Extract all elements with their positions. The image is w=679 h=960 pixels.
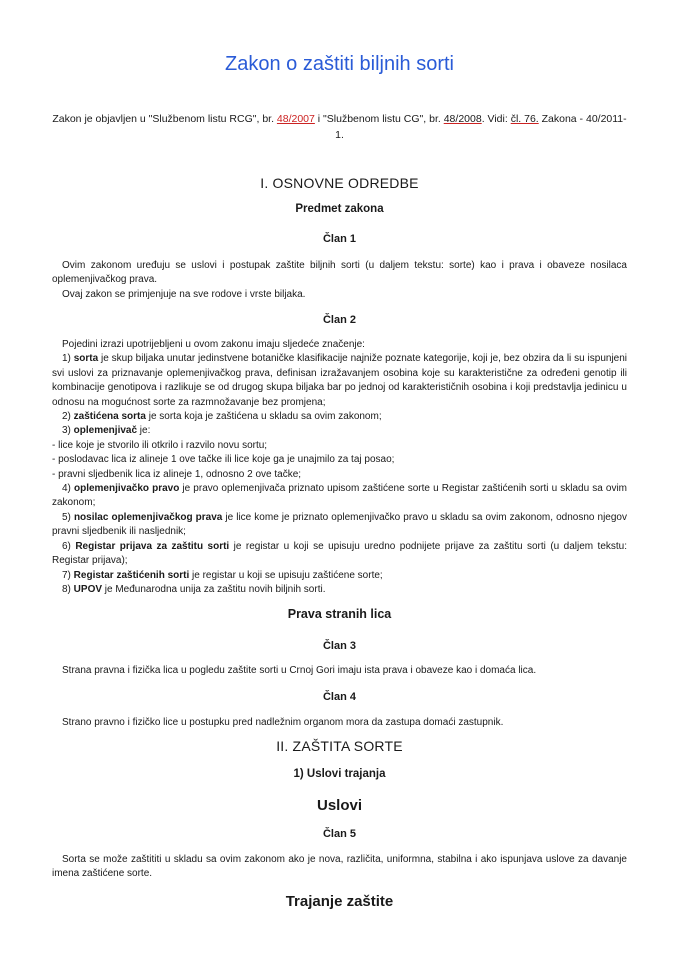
article-1-heading: Član 1	[322, 233, 356, 245]
article-2-body	[52, 338, 627, 597]
article-1-body	[52, 259, 627, 302]
pubinfo-see: . Vidi:	[481, 113, 511, 125]
definition-item: 8) UPOV je Međunarodna unija za zaštitu novih biljnih sorti.	[62, 583, 326, 595]
definition-item: 5) nosilac oplemenjivačkog prava je lice kome je priznato oplemenjivačko pravo u skladu sa ovim zakonom, odnosno njegov pravni sljedbenik ili nasljednik;	[52, 511, 627, 538]
gazette-link-1[interactable]: 48/2007	[276, 113, 315, 125]
paragraph: Strano pravno i fizičko lice u postupku pred nadležnim organom mora da zastupa domaći zastupnik.	[62, 717, 504, 728]
article-3-body	[52, 664, 627, 678]
paragraph: Pojedini izrazi upotrijebljeni u ovom zakonu imaju sljedeće značenje:	[62, 339, 365, 350]
section-heading-1: I. OSNOVNE ODREDBE	[260, 175, 419, 191]
pubinfo-prefix: Zakon je objavljen u "Službenom listu RCG", br.	[52, 113, 277, 125]
paragraph: Sorta se može zaštititi u skladu sa ovim zakonom ako je nova, različita, uniformna, stabilna i ako ispunjava uslove za davanje imena zaštićene sorte.	[52, 854, 627, 880]
article-2-heading: Član 2	[322, 314, 356, 326]
section-heading-2: II. ZAŠTITA SORTE	[276, 738, 403, 754]
pubinfo-middle: i "Službenom listu CG", br.	[314, 113, 444, 125]
subheading-prava: Prava stranih lica	[287, 607, 392, 621]
definition-item: 4) oplemenjivačko pravo je pravo oplemenjivača priznato upisom zaštićene sorte u Registar zaštićenih sorti u skladu sa ovim zakonom;	[52, 483, 627, 509]
dash-item: - poslodavac lica iz alineje 1 ove tačke ili lice koje ga je unajmilo za taj posao;	[52, 454, 395, 466]
subheading-uslovi: Uslovi	[316, 797, 362, 814]
gazette-link-2[interactable]: 48/2008	[443, 113, 482, 125]
definition-item: 3) oplemenjivač je:	[62, 425, 151, 437]
publication-info	[52, 111, 627, 143]
dash-item: - lice koje je stvorilo ili otkrilo i razvilo novu sortu;	[52, 439, 268, 451]
paragraph: Ovim zakonom uređuju se uslovi i postupak zaštite biljnih sorti (u daljem tekstu: sorte) kao i prava i obaveze nosilaca oplemenjivačkog prava.	[52, 260, 627, 286]
dash-item: - pravni sljedbenik lica iz alineje 1, odnosno 2 ove tačke;	[52, 468, 302, 480]
document-title: Zakon o zaštiti biljnih sorti	[225, 53, 454, 76]
definition-item: 6) Registar prijava za zaštitu sorti je registar u koji se upisuju uredno podnijete prijave za zaštitu sorti (u daljem tekstu: Registar prijava);	[52, 540, 627, 567]
pubinfo-suffix: Zakona - 40/2011-1.	[335, 113, 627, 141]
paragraph: Ovaj zakon se primjenjuje na sve rodove i vrste biljaka.	[62, 288, 306, 300]
article-5-heading: Član 5	[322, 828, 356, 840]
article-5-body	[52, 853, 627, 882]
article-3-heading: Član 3	[322, 640, 356, 652]
subheading-predmet: Predmet zakona	[295, 203, 384, 215]
article-4-heading: Član 4	[322, 691, 356, 703]
subheading-uslovi-trajanja: 1) Uslovi trajanja	[293, 768, 386, 780]
definition-item: 7) Registar zaštićenih sorti je registar u koji se upisuju zaštićene sorte;	[62, 569, 383, 581]
definition-item: 1) sorta je skup biljaka unutar jedinstvene botaničke klasifikacije najniže poznate kategorije, koji je, bez obzira da li su ispunjeni svi uslovi za priznavanje oplemenjivačkog prava, definisan izražavanjem osobina koje su karakteristične za određeni genotip ili kombinacije genotipova i razlikuje se od drugog skupa biljaka bar po jednoj od karakterističnih osobina i koji predstavlja jedinicu u odnosu na mogućnost sorte za razmnožavanje bez promjena;	[52, 353, 628, 408]
paragraph: Strana pravna i fizička lica u pogledu zaštite sorti u Crnoj Gori imaju ista prava i obaveze kao i domaća lica.	[62, 665, 537, 676]
subheading-trajanje: Trajanje zaštite	[285, 893, 394, 910]
definition-item: 2) zaštićena sorta je sorta koja je zaštićena u skladu sa ovim zakonom;	[62, 411, 382, 423]
article-4-body	[52, 716, 627, 730]
article-link[interactable]: čl. 76.	[510, 113, 539, 125]
